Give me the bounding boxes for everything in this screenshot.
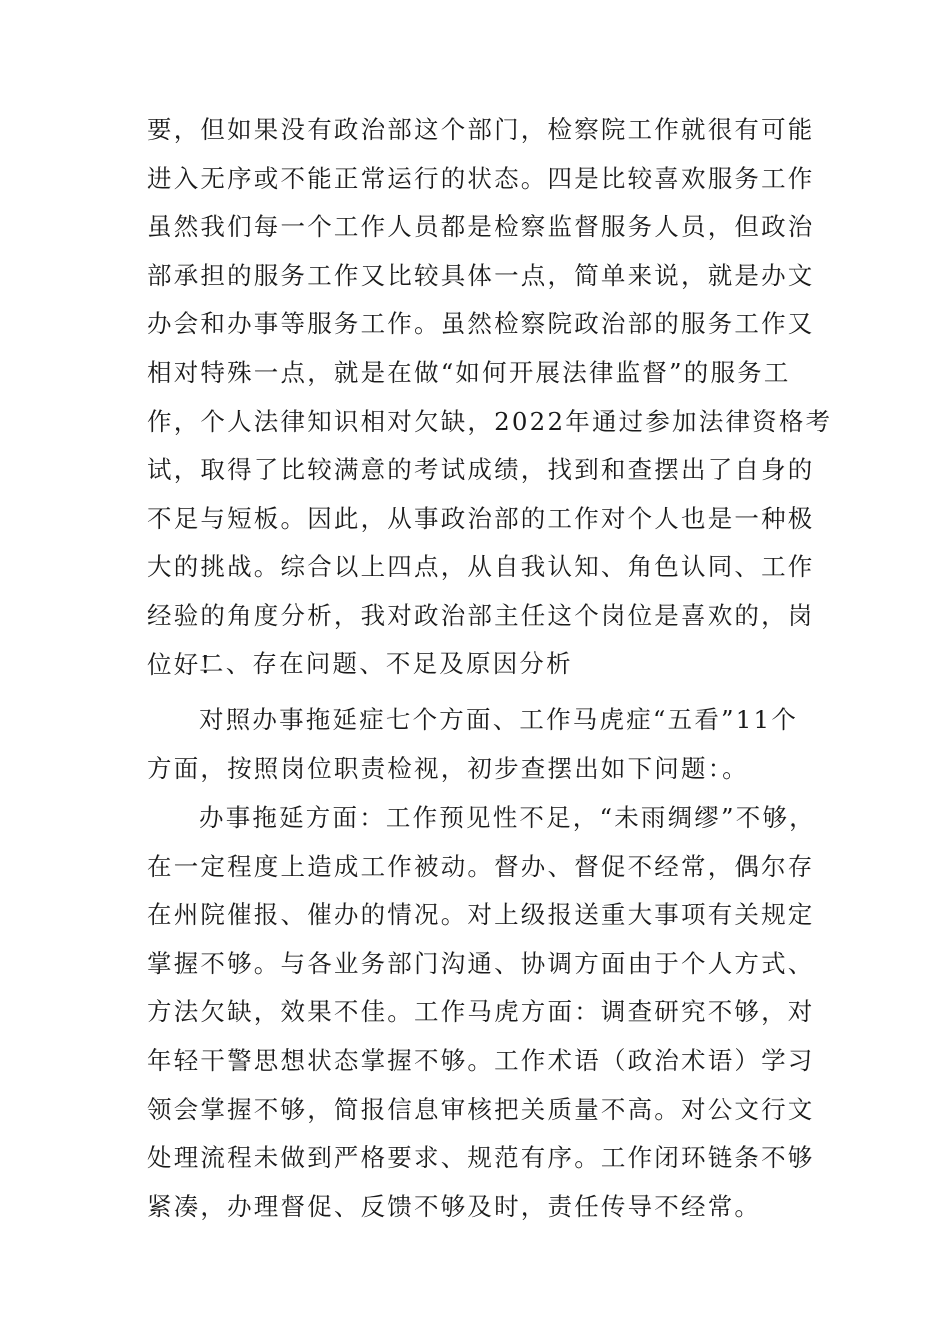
text-line: 在一定程度上造成工作被动。督办、督促不经常，偶尔存 xyxy=(147,851,815,881)
paragraph-intro xyxy=(147,696,807,793)
text-line: 相对特殊一点，就是在做“如何开展法律监督”的服务工 xyxy=(147,357,791,387)
text-line: 大的挑战。综合以上四点，从自我认知、角色认同、工作 xyxy=(147,552,815,582)
text-line: 部承担的服务工作又比较具体一点，简单来说，就是办文 xyxy=(147,260,815,290)
text-line: 掌握不够。与各业务部门沟通、协调方面由于个人方式、 xyxy=(147,948,815,978)
text-line: 方面，按照岗位职责检视，初步查摆出如下问题：。 xyxy=(147,753,749,783)
heading-text: 二、存在问题、不足及原因分析 xyxy=(199,649,573,678)
text-line: 位好! xyxy=(147,649,213,679)
text-line: 对照办事拖延症七个方面、工作马虎症“五看”11个 xyxy=(199,705,799,734)
text-line: 不足与短板。因此，从事政治部的工作对个人也是一种极 xyxy=(147,503,815,533)
text-line: 虽然我们每一个工作人员都是检察监督服务人员，但政治 xyxy=(147,212,815,242)
text-line: 年轻干警思想状态掌握不够。工作术语（政治术语）学习 xyxy=(147,1045,815,1075)
paragraph-issues xyxy=(147,794,816,1231)
text-line: 进入无序或不能正常运行的状态。四是比较喜欢服务工作 xyxy=(147,163,815,193)
text-line: 领会掌握不够，简报信息审核把关质量不高。对公文行文 xyxy=(147,1094,815,1124)
text-line: 作，个人法律知识相对欠缺，2022年通过参加法律资格考 xyxy=(147,406,833,436)
text-line: 办会和办事等服务工作。虽然检察院政治部的服务工作又 xyxy=(147,309,815,339)
text-line: 在州院催报、催办的情况。对上级报送重大事项有关规定 xyxy=(147,900,815,930)
text-line: 经验的角度分析，我对政治部主任这个岗位是喜欢的，岗 xyxy=(147,600,815,630)
text-line: 紧凑，办理督促、反馈不够及时，责任传导不经常。 xyxy=(147,1191,762,1221)
text-line: 要，但如果没有政治部这个部门，检察院工作就很有可能 xyxy=(147,115,815,144)
text-line: 试，取得了比较满意的考试成绩，找到和查摆出了自身的 xyxy=(147,455,815,485)
section-heading xyxy=(147,640,807,689)
paragraph-continuation xyxy=(147,106,833,689)
text-line: 处理流程未做到严格要求、规范有序。工作闭环链条不够 xyxy=(147,1143,815,1173)
text-line: 办事拖延方面：工作预见性不足，“未雨绸缪”不够， xyxy=(199,803,816,832)
text-line: 方法欠缺，效果不佳。工作马虎方面：调查研究不够，对 xyxy=(147,997,815,1027)
